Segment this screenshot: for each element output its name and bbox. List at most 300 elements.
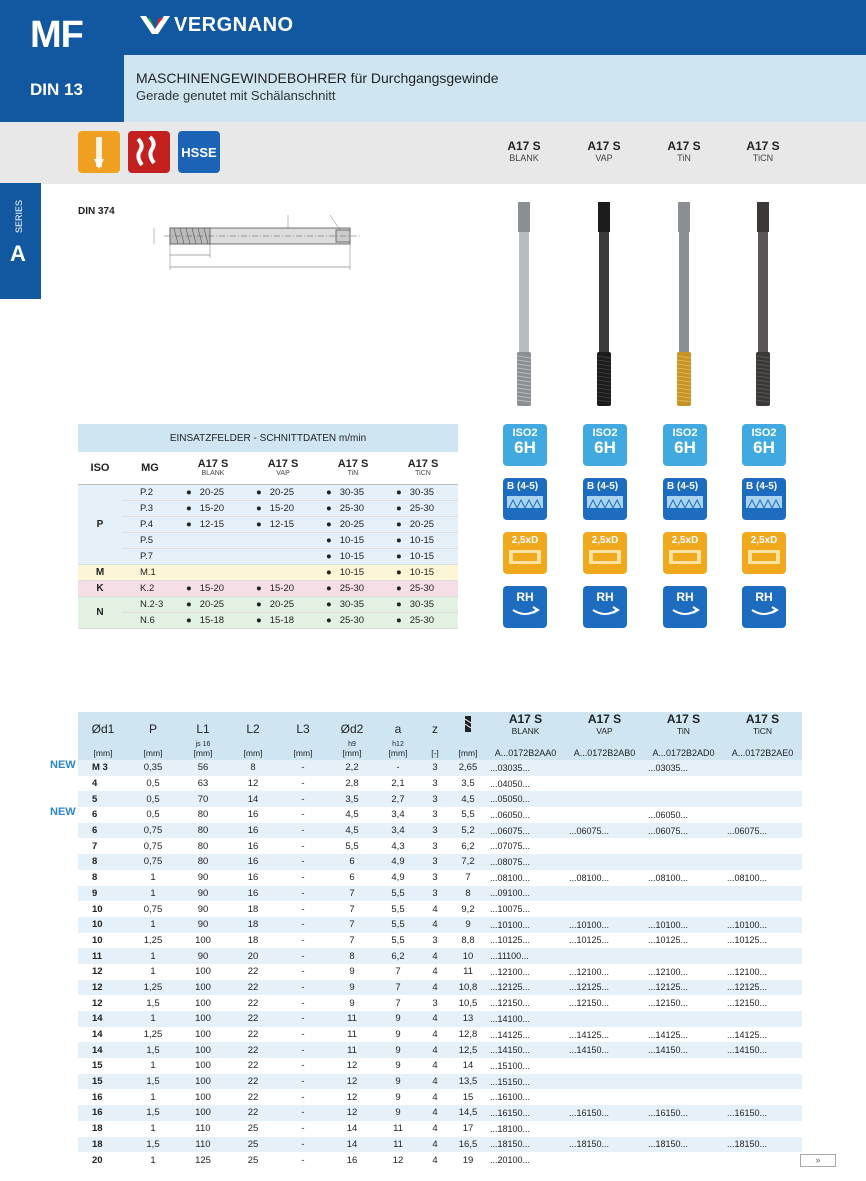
article-number[interactable]: ...12100... xyxy=(648,966,689,977)
cutting-speed-value: 15-20 xyxy=(269,502,295,514)
article-number[interactable]: ...10125... xyxy=(727,935,768,946)
cell-a: 12 xyxy=(392,1154,404,1166)
cutting-data-table xyxy=(78,424,458,629)
cell-z: 3 xyxy=(420,886,450,902)
article-number[interactable] xyxy=(723,1089,802,1105)
cell-dr: 3,5 xyxy=(461,778,475,790)
article-number[interactable] xyxy=(644,886,723,902)
article-number[interactable] xyxy=(565,1152,644,1168)
spec-header-label: Ød1 xyxy=(91,722,115,736)
tool-name: A17 S xyxy=(507,139,541,153)
cutting-speed-value: 25-30 xyxy=(409,614,435,626)
article-number[interactable] xyxy=(723,1011,802,1027)
article-number[interactable]: ...03035... xyxy=(644,760,723,776)
article-number[interactable]: ...12150... xyxy=(727,998,768,1009)
article-number[interactable] xyxy=(723,1152,802,1168)
cell-p: 1,25 xyxy=(143,1029,163,1041)
article-number[interactable]: ...12100... xyxy=(727,966,768,977)
cell-dr: 19 xyxy=(462,1154,474,1166)
article-number[interactable] xyxy=(644,776,723,792)
article-number[interactable] xyxy=(644,1089,723,1105)
cutting-speed-cell xyxy=(388,596,458,612)
article-number[interactable]: ...10075... xyxy=(490,904,531,915)
cutting-tool-coating: TiN xyxy=(347,470,359,478)
article-number[interactable] xyxy=(723,791,802,807)
article-number[interactable] xyxy=(644,854,723,870)
cell-p: 1,5 xyxy=(128,1137,178,1153)
series-tab xyxy=(0,183,41,299)
cell-d2: 12 xyxy=(346,1091,358,1103)
cutting-speed-cell xyxy=(388,516,458,532)
article-number[interactable] xyxy=(565,791,644,807)
article-number[interactable]: ...10100... xyxy=(723,917,802,933)
article-number[interactable]: ...08100... xyxy=(569,872,610,883)
cell-d: 5 xyxy=(78,791,128,807)
article-number[interactable] xyxy=(565,1058,644,1074)
cutting-speed-value: 20-25 xyxy=(339,518,365,530)
cutting-speed-cell xyxy=(318,612,388,628)
cutting-row xyxy=(78,484,458,500)
cell-a: 5,5 xyxy=(391,903,405,915)
cell-a: 4,3 xyxy=(391,840,405,852)
material-group: K.2 xyxy=(122,580,178,596)
article-number[interactable] xyxy=(723,807,802,823)
tap-image xyxy=(594,202,614,406)
unit-label: [-] xyxy=(431,748,439,758)
article-number[interactable]: ...11100... xyxy=(486,948,565,964)
cell-z: 4 xyxy=(420,1011,450,1027)
cell-l2: 16 xyxy=(247,840,259,852)
article-number[interactable]: ...04050... xyxy=(490,778,531,789)
table-row xyxy=(78,1027,802,1043)
cell-d2: 4,5 xyxy=(328,823,376,839)
next-page-button[interactable]: » xyxy=(800,1154,836,1167)
article-number[interactable]: ...16150... xyxy=(565,1105,644,1121)
article-header xyxy=(723,712,802,736)
cell-dr: 12,8 xyxy=(458,1029,478,1041)
cell-d2: 6 xyxy=(349,872,355,884)
cell-d2: 4,5 xyxy=(345,809,359,821)
cutting-tool-header xyxy=(178,452,248,484)
table-row xyxy=(78,1089,802,1105)
availability-dot: ● xyxy=(396,550,402,562)
cell-l1: 90 xyxy=(178,886,228,902)
article-number[interactable]: ...10100... xyxy=(486,917,565,933)
cell-l3: - xyxy=(301,934,305,946)
article-number[interactable]: ...12125... xyxy=(486,980,565,996)
cell-l1: 90 xyxy=(197,872,209,884)
cutting-speed-value: 20-25 xyxy=(409,518,435,530)
article-number[interactable]: ...15100... xyxy=(490,1060,531,1071)
article-number[interactable] xyxy=(644,1121,723,1137)
article-number[interactable]: ...18150... xyxy=(644,1137,723,1153)
cell-l3: - xyxy=(301,903,305,915)
depth-badge xyxy=(503,532,547,574)
article-number[interactable]: ...08100... xyxy=(490,872,531,883)
article-number[interactable]: ...14150... xyxy=(486,1042,565,1058)
cell-z: 4 xyxy=(432,1029,438,1041)
cell-l2: 18 xyxy=(228,917,278,933)
article-number[interactable] xyxy=(723,854,802,870)
cutting-speed-value: 15-18 xyxy=(199,614,225,626)
article-number[interactable]: ...14125... xyxy=(490,1029,531,1040)
cell-d2: 12 xyxy=(328,1074,376,1090)
article-number[interactable]: ...14125... xyxy=(648,1029,689,1040)
cell-l3: - xyxy=(278,1105,328,1121)
cutting-speed-value: 30-35 xyxy=(409,598,435,610)
cell-l1: 125 xyxy=(195,1154,211,1166)
availability-dot: ● xyxy=(326,582,332,594)
unit-header xyxy=(328,736,376,760)
cell-l3: - xyxy=(301,1091,305,1103)
cell-z: 4 xyxy=(420,948,450,964)
unit-label: [mm] xyxy=(193,748,213,758)
article-number[interactable] xyxy=(644,1011,723,1027)
article-number[interactable]: ...05050... xyxy=(486,791,565,807)
article-number[interactable]: ...14150... xyxy=(723,1042,802,1058)
cell-l2: 22 xyxy=(247,1060,259,1072)
article-number[interactable]: ...06075... xyxy=(644,823,723,839)
tap-image xyxy=(674,202,694,406)
article-number[interactable] xyxy=(565,948,644,964)
tap-tool-icon xyxy=(78,131,120,173)
cell-dr: 13 xyxy=(450,1011,486,1027)
cell-d: 6 xyxy=(92,809,98,821)
cell-l2: 22 xyxy=(228,1011,278,1027)
article-number[interactable] xyxy=(723,1058,802,1074)
cutting-speed-cell xyxy=(248,500,318,516)
cutting-speed-cell xyxy=(388,484,458,500)
tolerance-badge xyxy=(583,424,627,466)
article-number[interactable] xyxy=(644,948,723,964)
article-number[interactable]: ...10125... xyxy=(490,935,531,946)
cutting-row xyxy=(78,580,458,596)
availability-dot: ● xyxy=(186,502,192,514)
article-number[interactable]: ...16100... xyxy=(490,1092,531,1103)
article-number[interactable]: ...14150... xyxy=(644,1042,723,1058)
cutting-tool-name: A17 S xyxy=(197,458,229,471)
cell-dr: 10,8 xyxy=(450,980,486,996)
article-number[interactable]: ...20100... xyxy=(490,1155,531,1166)
table-row xyxy=(78,948,802,964)
table-row xyxy=(78,838,802,854)
cell-l2: 22 xyxy=(228,1105,278,1121)
cell-dr: 10 xyxy=(450,948,486,964)
cell-dr: 8,8 xyxy=(461,934,475,946)
article-number[interactable]: ...12100... xyxy=(569,966,610,977)
cell-p: 1 xyxy=(150,1091,156,1103)
cutting-tool-coating: VAP xyxy=(276,470,290,478)
drill-icon xyxy=(461,715,475,733)
chamfer-form: B (4-5) xyxy=(587,481,619,492)
cell-z: 3 xyxy=(432,840,438,852)
page-title: MASCHINENGEWINDEBOHRER für Durchgangsgewinde xyxy=(136,70,499,86)
article-number[interactable]: ...06075... xyxy=(486,823,565,839)
article-number[interactable] xyxy=(565,776,644,792)
depth-badge xyxy=(583,532,627,574)
tolerance-grade: 6H xyxy=(674,438,696,457)
cell-l3: - xyxy=(301,872,305,884)
article-number[interactable] xyxy=(723,776,802,792)
cell-d: 14 xyxy=(78,1011,128,1027)
article-number[interactable] xyxy=(723,760,802,776)
availability-dot: ● xyxy=(256,598,262,610)
cell-l1: 100 xyxy=(178,980,228,996)
article-number[interactable]: ...18150... xyxy=(565,1137,644,1153)
article-number[interactable]: ...12125... xyxy=(723,980,802,996)
article-number[interactable]: ...06075... xyxy=(565,823,644,839)
cell-a: 9 xyxy=(376,1074,420,1090)
cell-l3: - xyxy=(278,948,328,964)
article-number[interactable] xyxy=(723,838,802,854)
article-number[interactable]: ...08100... xyxy=(648,872,689,883)
cell-d: 12 xyxy=(92,966,103,978)
cell-d2: 7 xyxy=(328,886,376,902)
cell-a: 5,5 xyxy=(376,917,420,933)
article-number[interactable]: ...12125... xyxy=(565,980,644,996)
cutting-speed-value: 25-30 xyxy=(409,502,435,514)
article-number[interactable] xyxy=(565,1074,644,1090)
article-number[interactable] xyxy=(565,760,644,776)
article-code-header: A...0172B2AD0 xyxy=(644,736,723,760)
cell-l3: - xyxy=(278,1137,328,1153)
cell-l3: - xyxy=(301,1060,305,1072)
cell-p: 1,5 xyxy=(128,1042,178,1058)
availability-dot: ● xyxy=(186,518,192,530)
material-group: N.6 xyxy=(122,612,178,628)
article-number[interactable]: ...10125... xyxy=(648,935,689,946)
cell-l2: 16 xyxy=(247,872,259,884)
cell-dr: 14 xyxy=(462,1060,474,1072)
table-row xyxy=(78,980,802,996)
article-header xyxy=(644,712,723,736)
cutting-speed-value: 10-15 xyxy=(339,566,365,578)
article-number[interactable] xyxy=(644,1058,723,1074)
cell-a: 9 xyxy=(395,1060,401,1072)
cell-l1: 100 xyxy=(195,934,211,946)
article-number[interactable] xyxy=(644,1152,723,1168)
cutting-speed-value: 15-18 xyxy=(269,614,295,626)
cell-a: 11 xyxy=(393,1123,403,1135)
cutting-speed-value: 30-35 xyxy=(339,486,365,498)
table-row xyxy=(78,1011,802,1027)
cutting-row xyxy=(78,564,458,580)
cell-p: 1 xyxy=(150,966,156,978)
spec-header-label: P xyxy=(148,722,157,736)
cell-l2: 16 xyxy=(228,854,278,870)
article-number[interactable]: ...06050... xyxy=(648,809,689,820)
depth-value: 2,5xD xyxy=(511,535,539,546)
cell-a: 9 xyxy=(395,1029,401,1041)
depth-badge xyxy=(742,532,786,574)
spec-header xyxy=(128,712,178,736)
right-hand-arrow-icon xyxy=(663,604,707,622)
cutting-row xyxy=(78,548,458,564)
article-number[interactable]: ...09100... xyxy=(486,886,565,902)
article-number[interactable]: ...18150... xyxy=(486,1137,565,1153)
material-group: P.2 xyxy=(122,484,178,500)
cell-d: 8 xyxy=(92,872,98,884)
article-number[interactable] xyxy=(723,1121,802,1137)
table-row xyxy=(78,807,802,823)
availability-dot: ● xyxy=(256,502,262,514)
unit-label: [mm] xyxy=(93,748,113,758)
article-number[interactable]: ...08075... xyxy=(486,854,565,870)
article-number[interactable]: ...18100... xyxy=(490,1123,531,1134)
article-number[interactable] xyxy=(723,886,802,902)
article-header xyxy=(486,712,565,736)
cell-z: 3 xyxy=(432,872,438,884)
cell-l3: - xyxy=(278,823,328,839)
cell-a: 6,2 xyxy=(376,948,420,964)
availability-dot: ● xyxy=(326,614,332,626)
cutting-speed-value: 25-30 xyxy=(339,614,365,626)
tool-coating: TiN xyxy=(677,153,691,163)
article-number[interactable] xyxy=(565,838,644,854)
chamfer-form: B (4-5) xyxy=(507,481,539,492)
table-row xyxy=(78,776,802,792)
cell-d: 18 xyxy=(78,1137,128,1153)
cell-p: 0,75 xyxy=(128,823,178,839)
availability-dot: ● xyxy=(326,598,332,610)
cutting-speed-cell xyxy=(178,548,248,564)
depth-icon xyxy=(503,546,547,568)
cutting-speed-cell xyxy=(318,548,388,564)
availability-dot: ● xyxy=(186,582,192,594)
cell-dr: 7 xyxy=(465,872,471,884)
article-number[interactable]: ...14125... xyxy=(569,1029,610,1040)
cell-z: 3 xyxy=(432,778,438,790)
cell-z: 3 xyxy=(420,823,450,839)
article-number[interactable]: ...12100... xyxy=(490,966,531,977)
article-number[interactable] xyxy=(644,791,723,807)
cell-l1: 100 xyxy=(195,966,211,978)
article-tool-coating: TiCN xyxy=(752,726,773,736)
article-number[interactable]: ...08100... xyxy=(727,872,768,883)
article-number[interactable]: ...16150... xyxy=(644,1105,723,1121)
unit-label: [mm] xyxy=(458,748,478,758)
article-number[interactable]: ...12150... xyxy=(569,998,610,1009)
cell-d: 12 xyxy=(92,997,103,1009)
cutting-speed-cell xyxy=(388,500,458,516)
article-number[interactable] xyxy=(644,1074,723,1090)
availability-dot: ● xyxy=(186,486,192,498)
material-group: P.7 xyxy=(122,548,178,564)
cell-a: 3,4 xyxy=(391,809,405,821)
article-number[interactable]: ...15150... xyxy=(486,1074,565,1090)
article-number[interactable] xyxy=(565,886,644,902)
chamfer-icon xyxy=(663,492,707,512)
article-number[interactable]: ...12125... xyxy=(644,980,723,996)
cell-p: 0,5 xyxy=(146,778,160,790)
article-number[interactable] xyxy=(723,901,802,917)
article-number[interactable]: ...16150... xyxy=(486,1105,565,1121)
article-number[interactable] xyxy=(644,901,723,917)
article-number[interactable] xyxy=(565,1011,644,1027)
series-label: SERIES xyxy=(14,199,24,233)
cell-l3: - xyxy=(301,840,305,852)
cutting-row xyxy=(78,612,458,628)
cell-a: 5,5 xyxy=(376,886,420,902)
cell-dr: 14,5 xyxy=(450,1105,486,1121)
cell-d: 4 xyxy=(92,778,98,790)
article-number[interactable]: ...06050... xyxy=(490,809,531,820)
article-number[interactable]: ...18150... xyxy=(723,1137,802,1153)
material-group: P.3 xyxy=(122,500,178,516)
cell-d: 12 xyxy=(78,980,128,996)
cutting-tool-coating: TiCN xyxy=(415,470,431,478)
cell-p: 0,35 xyxy=(128,760,178,776)
article-number[interactable]: ...10100... xyxy=(565,917,644,933)
cutting-speed-value: 12-15 xyxy=(199,518,225,530)
new-badge: NEW xyxy=(50,759,76,771)
iso-group: P xyxy=(78,484,122,564)
article-number[interactable]: ...07075... xyxy=(490,841,531,852)
article-number[interactable] xyxy=(565,901,644,917)
article-number[interactable] xyxy=(565,807,644,823)
article-number[interactable] xyxy=(723,948,802,964)
depth-value: 2,5xD xyxy=(591,535,619,546)
article-number[interactable]: ...12150... xyxy=(490,998,531,1009)
article-number[interactable]: ...14150... xyxy=(565,1042,644,1058)
chip-shape-icon xyxy=(128,131,170,173)
article-number[interactable]: ...14125... xyxy=(727,1029,768,1040)
article-number[interactable]: ...10100... xyxy=(644,917,723,933)
chamfer-form: B (4-5) xyxy=(746,481,778,492)
cell-z: 4 xyxy=(432,966,438,978)
table-row xyxy=(78,1137,802,1153)
article-number[interactable] xyxy=(565,1121,644,1137)
cell-d: 14 xyxy=(92,1029,103,1041)
article-number[interactable] xyxy=(644,838,723,854)
cell-l2: 14 xyxy=(228,791,278,807)
cell-z: 3 xyxy=(432,997,438,1009)
cell-p: 0,5 xyxy=(146,809,160,821)
cell-l3: - xyxy=(278,980,328,996)
chamfer-badge xyxy=(503,478,547,520)
cell-d2: 12 xyxy=(346,1060,358,1072)
article-number[interactable]: ...14100... xyxy=(486,1011,565,1027)
cutting-speed-cell xyxy=(248,516,318,532)
article-number[interactable]: ...10125... xyxy=(569,935,610,946)
table-row xyxy=(78,1152,802,1168)
article-number[interactable]: ...12150... xyxy=(648,998,689,1009)
spec-header-label: a xyxy=(394,722,402,736)
cutting-speed-cell xyxy=(388,580,458,596)
cell-d2: 9 xyxy=(349,997,355,1009)
cell-l1: 100 xyxy=(195,997,211,1009)
tool-column-header xyxy=(654,139,714,163)
cell-l2: 20 xyxy=(228,948,278,964)
cutting-speed-cell xyxy=(318,564,388,580)
article-number[interactable]: ...16150... xyxy=(723,1105,802,1121)
spec-header-label: Ød2 xyxy=(340,722,364,736)
article-number[interactable] xyxy=(723,1074,802,1090)
article-number[interactable] xyxy=(565,1089,644,1105)
article-tool-coating: VAP xyxy=(596,726,613,736)
article-number[interactable]: ...03035... xyxy=(486,760,565,776)
cutting-speed-cell xyxy=(318,532,388,548)
article-tool-name: A17 S xyxy=(508,712,543,726)
cutting-speed-cell xyxy=(178,484,248,500)
cell-d2: 8 xyxy=(328,948,376,964)
cell-a: 9 xyxy=(376,1105,420,1121)
tolerance-note: h9 xyxy=(348,741,356,748)
article-number[interactable]: ...06075... xyxy=(723,823,802,839)
article-number[interactable] xyxy=(565,854,644,870)
availability-dot: ● xyxy=(396,598,402,610)
cell-z: 4 xyxy=(432,1154,438,1166)
